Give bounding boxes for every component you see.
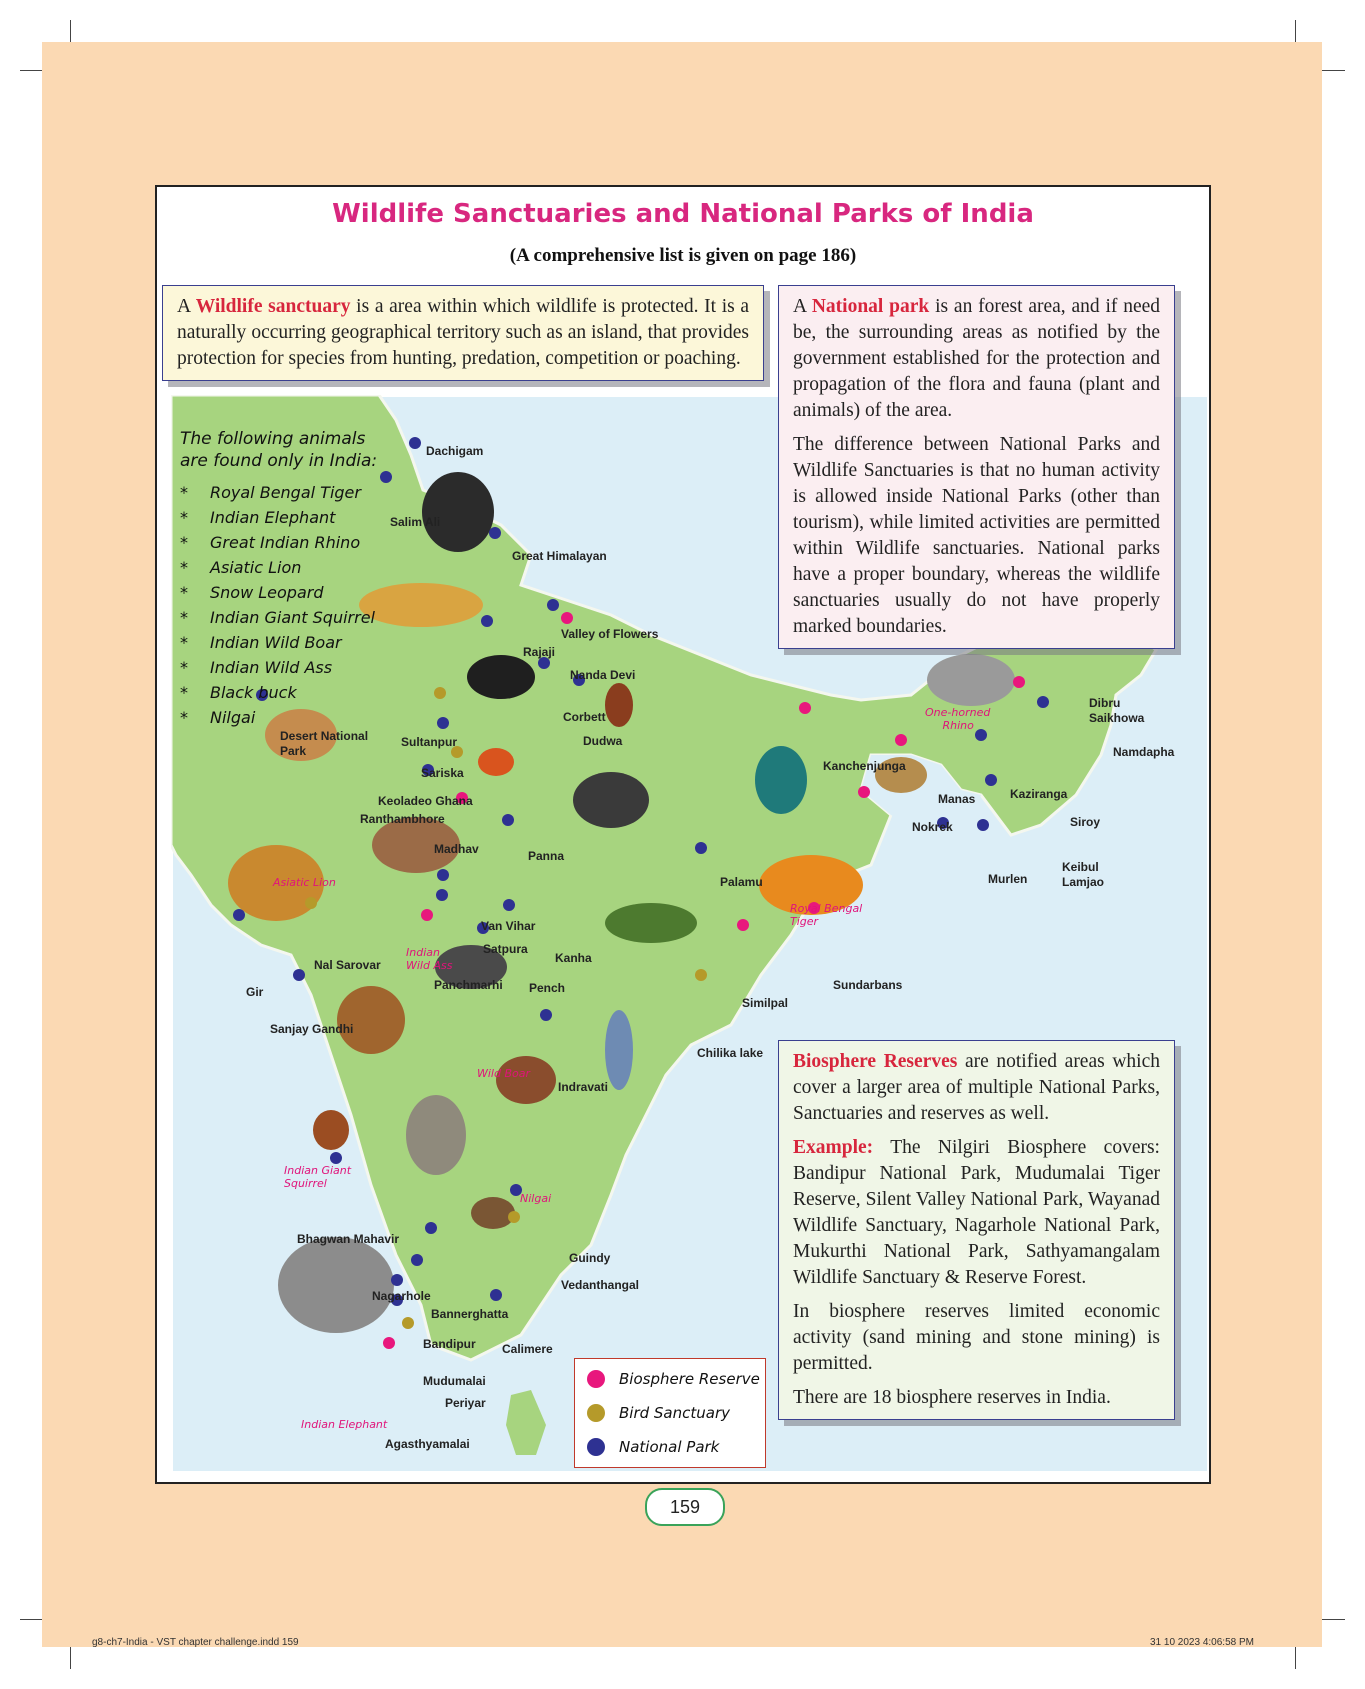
- map-label-agasthyamalai: Agasthyamalai: [385, 1437, 470, 1451]
- map-label-madhav: Madhav: [434, 842, 479, 856]
- nilgai-illustration: [496, 1056, 556, 1104]
- marker-indravati: [540, 1009, 552, 1021]
- marker-vedanthangal: [508, 1211, 520, 1223]
- animal-label-indian-wild-ass: Indian Wild Ass: [406, 946, 453, 972]
- map-label-chilika: Chilika lake: [697, 1046, 764, 1060]
- animals-list: [180, 480, 377, 730]
- animal-item: * Indian Giant Squirrel: [180, 605, 377, 630]
- map-label-sundarbans: Sundarbans: [833, 978, 903, 992]
- map-label-sanjay-gandhi: Sanjay Gandhi: [270, 1022, 354, 1036]
- animal-label-asiatic-lion: Asiatic Lion: [273, 876, 336, 889]
- animal-item: * Nilgai: [180, 705, 377, 730]
- monkey-illustration: [406, 1095, 466, 1175]
- national-park-box: A National park is an forest area, and if need be, the surrounding areas as notified by the government established for the protection and propagation of the flora and fauna (plant and animals) of the area. The difference between National Parks and Wildlife Sanctuaries is that no human activity is allowed inside National Parks (other than tourism), while limited activities are permitted within Wildlife sanctuaries. National parks have a proper boundary, whereas the wildlife sanctuaries usually do not have properly marked boundaries.: [778, 285, 1175, 649]
- map-label-corbett: Corbett: [563, 710, 606, 724]
- map-label-kanchenjunga: Kanchenjunga: [823, 759, 906, 773]
- map-label-pench: Pench: [529, 981, 566, 995]
- crocodile-illustration: [605, 903, 697, 943]
- marker-satpura: [436, 889, 448, 901]
- map-label-great-himalayan: Great Himalayan: [512, 549, 607, 563]
- page-number: 159: [645, 1488, 725, 1526]
- animal-label-nilgai: Nilgai: [520, 1192, 552, 1205]
- page-title: Wildlife Sanctuaries and National Parks of India: [332, 199, 1034, 229]
- squirrel-illustration: [313, 1110, 349, 1150]
- map-label-gir: Gir: [246, 985, 264, 999]
- map-label-valley-of-flowers: Valley of Flowers: [561, 627, 659, 641]
- animal-item: * Great Indian Rhino: [180, 530, 377, 555]
- map-legend: [574, 1358, 766, 1468]
- map-label-ranthambhore: Ranthambhore: [360, 812, 445, 826]
- elephant-illustration: [278, 1237, 394, 1333]
- map-label-bhagwan-mahavir: Bhagwan Mahavir: [297, 1232, 400, 1246]
- map-label-manas: Manas: [938, 792, 976, 806]
- map-label-keibul: Keibul Lamjao: [1062, 860, 1105, 889]
- animal-item: * Royal Bengal Tiger: [180, 480, 377, 505]
- india-only-animals: [180, 428, 377, 730]
- biosphere-reserves-box: Biosphere Reserves are notified areas which cover a larger area of multiple National Parks, Sanctuaries and reserves as well. Example: The Nilgiri Biosphere covers: Bandipur National Park, Mudumalai Tiger Reserve, Silent Valley National Park, Wayanad Wildlife Sanctuary, Nagarhole National Park, Mukurthi National Park, Sathyamangalam Wildlife Sanctuary & Reserve Forest. In biosphere reserves limited economic activity (sand mining and stone mining) is permitted. There are 18 biosphere reserves in India.: [778, 1040, 1175, 1420]
- leopard-illustration: [359, 583, 483, 627]
- map-label-nagarhole: Nagarhole: [372, 1289, 431, 1303]
- animal-item: * Black buck: [180, 680, 377, 705]
- map-label-mudumalai: Mudumalai: [423, 1374, 486, 1388]
- marker-nal-sarovar: [305, 897, 317, 909]
- map-label-satpura: Satpura: [483, 942, 528, 956]
- peacock-illustration: [755, 746, 807, 814]
- legend-national-park: National Park: [587, 1437, 719, 1457]
- footer-file-info: g8-ch7-India - VST chapter challenge.indd 159: [92, 1637, 299, 1648]
- footer-timestamp: 31 10 2023 4:06:58 PM: [1150, 1637, 1254, 1648]
- map-label-sultanpur: Sultanpur: [401, 735, 457, 749]
- national-park-dot-icon: [587, 1438, 605, 1456]
- marker-agasthyamalai: [383, 1337, 395, 1349]
- map-label-kaziranga: Kaziranga: [1010, 787, 1068, 801]
- map-label-salim-ali: Salim Ali: [390, 515, 441, 529]
- marker-bandipur: [391, 1274, 403, 1286]
- marker-nagarhole: [425, 1222, 437, 1234]
- map-label-nanda-devi: Nanda Devi: [570, 668, 636, 682]
- marker-chilika: [695, 969, 707, 981]
- bear-illustration: [422, 472, 494, 552]
- buffalo-illustration: [573, 772, 649, 828]
- bird-dot-icon: [587, 1404, 605, 1422]
- animal-label-indian-elephant: Indian Elephant: [301, 1418, 388, 1431]
- map-label-sariska: Sariska: [421, 766, 464, 780]
- marker-bhagwan-mahavir: [330, 1152, 342, 1164]
- marker-sariska: [437, 717, 449, 729]
- cobra-illustration: [605, 683, 633, 727]
- map-label-periyar: Periyar: [445, 1396, 486, 1410]
- marker-salim-ali: [380, 471, 392, 483]
- marker-nokrek: [858, 786, 870, 798]
- marker-kanchenjunga: [799, 702, 811, 714]
- map-label-similpal: Similpal: [742, 996, 789, 1010]
- heron-illustration: [605, 1010, 633, 1090]
- bird-illustration: [478, 748, 514, 776]
- map-label-namdapha: Namdapha: [1113, 745, 1175, 759]
- animal-item: * Indian Wild Boar: [180, 630, 377, 655]
- map-label-bannerghatta: Bannerghatta: [431, 1307, 509, 1321]
- animal-label-indian-giant-squirrel: Indian Giant Squirrel: [284, 1164, 352, 1190]
- sparrow-illustration: [471, 1197, 515, 1229]
- rhino-illustration: [927, 654, 1015, 706]
- marker-rajaji: [481, 615, 493, 627]
- marker-gir: [233, 909, 245, 921]
- marker-panchmarhi: [421, 909, 433, 921]
- marker-dachigam: [409, 437, 421, 449]
- marker-similpal: [737, 919, 749, 931]
- marker-panna: [502, 814, 514, 826]
- marker-nanda-devi: [561, 612, 573, 624]
- map-label-nal-sarovar: Nal Sarovar: [314, 958, 381, 972]
- biosphere-dot-icon: [587, 1370, 605, 1388]
- animal-label-wild-boar: Wild Boar: [477, 1067, 531, 1080]
- marker-sanjay-gandhi: [293, 969, 305, 981]
- marker-siroy: [985, 774, 997, 786]
- marker-kanha: [503, 899, 515, 911]
- map-label-vedanthangal: Vedanthangal: [561, 1278, 640, 1292]
- legend-biosphere: Biosphere Reserve: [587, 1369, 760, 1389]
- map-label-siroy: Siroy: [1070, 815, 1101, 829]
- map-label-indravati: Indravati: [558, 1080, 609, 1094]
- marker-valley-of-flowers: [547, 599, 559, 611]
- animal-label-royal-bengal-tiger: Royal Bengal Tiger: [790, 902, 863, 928]
- animal-item: * Snow Leopard: [180, 580, 377, 605]
- biosphere-term: Biosphere Reserves: [793, 1051, 958, 1072]
- map-label-palamu: Palamu: [720, 875, 763, 889]
- wildlife-sanctuary-term: Wildlife sanctuary: [195, 296, 351, 317]
- animal-item: * Asiatic Lion: [180, 555, 377, 580]
- animal-item: * Indian Wild Ass: [180, 655, 377, 680]
- map-label-dudwa: Dudwa: [583, 734, 623, 748]
- marker-manas: [895, 734, 907, 746]
- marker-calimere: [490, 1289, 502, 1301]
- map-label-van-vihar: Van Vihar: [481, 919, 536, 933]
- map-label-panna: Panna: [528, 849, 565, 863]
- map-label-calimere: Calimere: [502, 1342, 553, 1356]
- map-label-kanha: Kanha: [555, 951, 592, 965]
- map-label-nokrek: Nokrek: [912, 820, 953, 834]
- national-park-term: National park: [811, 296, 930, 317]
- animal-item: * Indian Elephant: [180, 505, 377, 530]
- sri-lanka: [506, 1390, 546, 1455]
- marker-keibul: [977, 819, 989, 831]
- map-label-desert-np: Desert National Park: [280, 729, 369, 758]
- marker-van-vihar: [437, 869, 449, 881]
- marker-great-himalayan: [489, 527, 501, 539]
- map-label-panchmarhi: Panchmarhi: [434, 978, 503, 992]
- example-label: Example:: [793, 1137, 874, 1158]
- map-label-rajaji: Rajaji: [523, 645, 556, 659]
- map-label-murlen: Murlen: [988, 872, 1028, 886]
- animal-label-one-horned-rhino: One-horned Rhino: [925, 706, 991, 732]
- marker-periyar: [402, 1317, 414, 1329]
- animals-heading: The following animals are found only in India:: [180, 429, 378, 471]
- marker-bannerghatta: [411, 1254, 423, 1266]
- wildlife-sanctuary-box: A Wildlife sanctuary is a area within which wildlife is protected. It is a naturally occurring geographical territory such as an island, that provides protection for species from hunting, predation, competition or poaching.: [162, 285, 764, 381]
- marker-namdapha: [1037, 696, 1049, 708]
- marker-sultanpur: [434, 687, 446, 699]
- difference-paragraph: The difference between National Parks and Wildlife Sanctuaries is that no human activity is allowed inside National Parks (other than tourism), while limited activities are permitted within Wildlife sanctuaries. National parks have a proper boundary, whereas the wildlife sanctuaries usually do not have properly marked boundaries.: [793, 434, 1160, 637]
- map-label-bandipur: Bandipur: [423, 1337, 476, 1351]
- panther-illustration: [467, 655, 535, 699]
- map-label-keoladeo: Keoladeo Ghana: [378, 794, 473, 808]
- map-label-guindy: Guindy: [569, 1251, 611, 1265]
- page-subtitle: (A comprehensive list is given on page 186): [509, 245, 857, 266]
- map-label-dibru: Dibru Saikhowa: [1089, 696, 1145, 725]
- legend-bird: Bird Sanctuary: [587, 1403, 730, 1423]
- marker-dibru: [1013, 676, 1025, 688]
- deer-illustration: [337, 986, 405, 1054]
- marker-palamu: [695, 842, 707, 854]
- map-label-dachigam: Dachigam: [426, 444, 484, 458]
